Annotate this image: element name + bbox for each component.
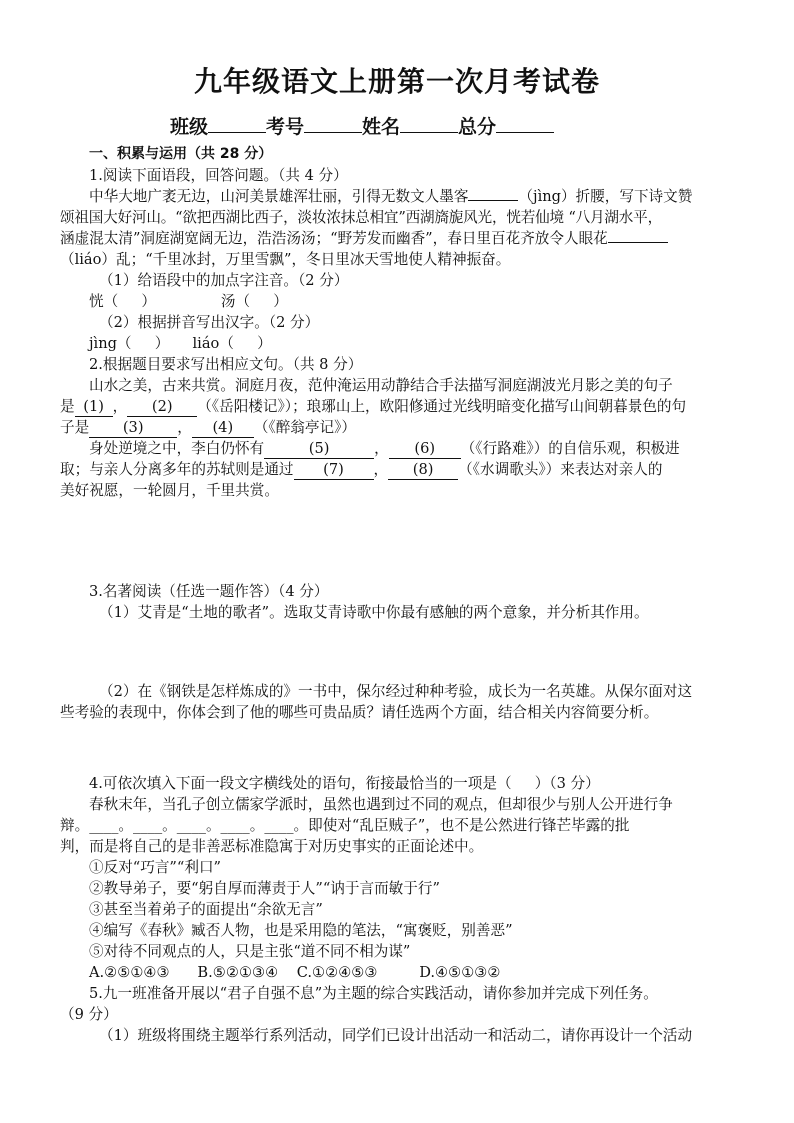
q1-passage-line-3: 涵虚混太清”洞庭湖宽阔无边，浩浩汤汤；“野芳发而幽香”，春日里百花齐放令人眼花 (60, 228, 736, 249)
q2-blank-8[interactable]: (8) (388, 461, 458, 480)
answer-space[interactable] (60, 501, 736, 581)
q2-blank-2[interactable]: (2) (127, 398, 197, 417)
q4-option-3: ③甚至当着弟子的面提出“余欲无言” (89, 901, 323, 918)
name-label: 姓名 (362, 116, 401, 138)
q2-line-4: 身处逆境之中，李白仍怀有 (5) ， (6) （《行路难》）的自信乐观，积极进 (89, 440, 680, 457)
q5-sub1: （1）班级将围绕主题举行系列活动，同学们已设计出活动一和活动二，请你再设计一个活动 (99, 1027, 693, 1044)
q4-choices[interactable]: A.②⑤①④③ B.⑤②①③④ C.①②④⑤③ D.④⑤①③② (89, 964, 501, 981)
q2-line-5: 取；与亲人分离多年的苏轼则是通过 (7) ， (8) （《水调歌头》）来表达对亲人的 (60, 461, 663, 478)
class-label: 班级 (170, 116, 209, 138)
q2-line-1: 山水之美，古来共赏。洞庭月夜，范仲淹运用动静结合手法描写洞庭湖波光月影之美的句子 (89, 377, 673, 394)
name-blank[interactable] (400, 112, 458, 133)
q4-stem: 4.可依次填入下面一段文字横线处的语句，衔接最恰当的一项是（ ）（3 分） (89, 775, 600, 792)
q3-sub2-line-1: （2）在《钢铁是怎样炼成的》一书中，保尔经过种种考验，成长为一名英雄。从保尔面对这 (99, 683, 693, 700)
class-blank[interactable] (208, 112, 266, 133)
q4-option-5: ⑤对待不同观点的人，只是主张“道不同不相为谋” (89, 943, 411, 960)
q2-line-2: 是 (1) ， (2) （《岳阳楼记》）；琅琊山上，欧阳修通过光线明暗变化描写山间朝暮景色的句 (60, 398, 687, 415)
q1-stem: 1.阅读下面语段，回答问题。（共 4 分） (89, 167, 348, 184)
q1-sub1-items[interactable]: 恍（ ） 汤（ ） (89, 293, 288, 310)
q4-line-3: 判，而是将自己的是非善恶标准隐寓于对历史事实的正面论述中。 (60, 838, 484, 855)
q3-sub2-line-2: 些考验的表现中，你体会到了他的哪些可贵品质？请任选两个方面，结合相关内容简要分析。 (60, 704, 659, 721)
q1-passage-line-1: 中华大地广袤无边，山河美景雄浑壮丽，引得无数文人墨客 （jìng）折腰，写下诗文赞 (89, 188, 693, 205)
q2-blank-3[interactable]: (3) (89, 419, 177, 438)
q2-line-6: 美好祝愿，一轮圆月，千里共赏。 (60, 482, 279, 499)
q5-stem-line-1: 5.九一班准备开展以“君子自强不息”为主题的综合实践活动，请你参加并完成下列任务。 (89, 985, 658, 1002)
q1-sub2-items[interactable]: jìng（ ） liáo（ ） (89, 335, 272, 352)
q4-option-1: ①反对“巧言”“利口” (89, 859, 221, 876)
q1-sub2: （2）根据拼音写出汉字。（2 分） (99, 314, 320, 331)
q1-blank-jing[interactable] (468, 200, 518, 201)
q2-blank-6[interactable]: (6) (389, 440, 461, 459)
q1-passage-line-2: 颂祖国大好河山。“欲把西湖比西子，淡妆浓抹总相宜”西湖旖旎风光，恍若仙境 “八月湖水平， (60, 209, 662, 226)
exam-no-blank[interactable] (304, 112, 362, 133)
q2-stem: 2.根据题目要求写出相应文句。（共 8 分） (89, 356, 363, 373)
exam-no-label: 考号 (266, 116, 305, 138)
answer-space[interactable] (60, 723, 736, 773)
exam-body (60, 144, 736, 1046)
q2-blank-4[interactable]: (4) (192, 419, 254, 438)
q4-line-2: 辩。____。____。____。____。____。即使对“乱臣贼子”，也不是公然进行锋芒毕露的批 (60, 817, 630, 834)
score-blank[interactable] (496, 112, 554, 133)
q4-line-1: 春秋末年，当孔子创立儒家学派时，虽然也遇到过不同的观点，但却很少与别人公开进行争 (89, 796, 673, 813)
student-info-line (170, 112, 630, 140)
q3-sub1: （1）艾青是“土地的歌者”。选取艾青诗歌中你最有感触的两个意象，并分析其作用。 (99, 604, 649, 621)
q2-blank-1[interactable]: (1) (75, 398, 113, 417)
page-title: 九年级语文上册第一次月考试卷 (193, 65, 600, 98)
q5-stem-line-2: （9 分） (60, 1006, 118, 1023)
q4-option-4: ④编写《春秋》臧否人物，也是采用隐的笔法，“寓褒贬，别善恶” (89, 922, 513, 939)
q4-option-2: ②教导弟子，要“躬自厚而薄责于人”“讷于言而敏于行” (89, 880, 440, 897)
q3-stem: 3.名著阅读（任选一题作答）（4 分） (89, 583, 329, 600)
score-label: 总分 (458, 116, 497, 138)
section-heading: 一、积累与运用（共 28 分） (89, 146, 273, 162)
q2-blank-7[interactable]: (7) (294, 461, 374, 480)
q2-line-3: 子是 (3) ， (4) （《醉翁亭记》） (60, 419, 356, 436)
q1-sub1: （1）给语段中的加点字注音。（2 分） (99, 272, 349, 289)
q1-blank-liao[interactable] (608, 242, 668, 243)
answer-space[interactable] (60, 623, 736, 681)
q1-passage-line-4: （liáo）乱；“千里冰封，万里雪飘”，冬日里冰天雪地使人精神振奋。 (60, 251, 511, 268)
q2-blank-5[interactable]: (5) (264, 440, 374, 459)
